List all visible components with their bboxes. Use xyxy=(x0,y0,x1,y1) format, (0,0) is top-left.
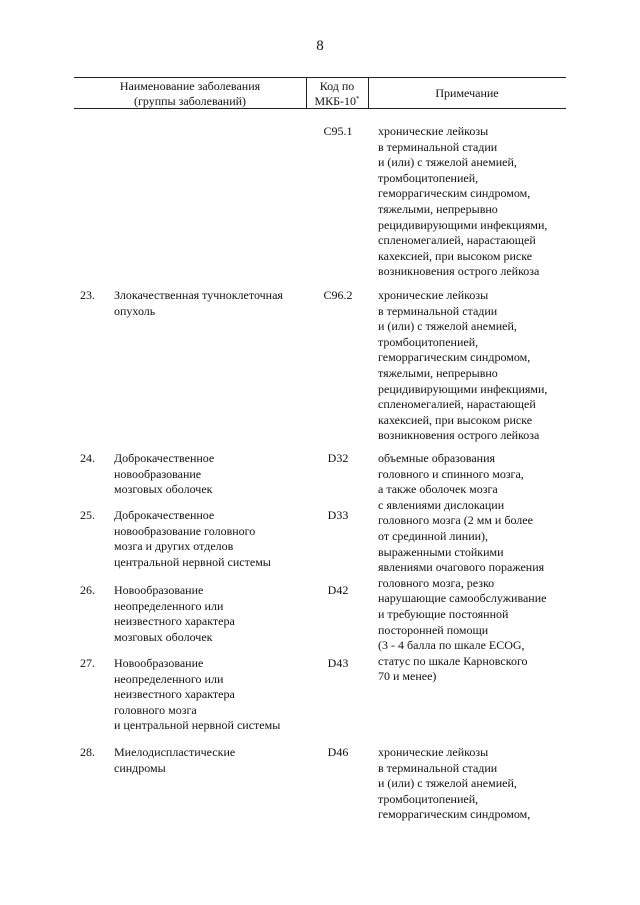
row-number: 28. xyxy=(80,745,95,759)
header-icd-code xyxy=(306,79,368,109)
row-disease-name: Новообразование неопределенного или неизвестного характера головного мозга и центральной нервной системы xyxy=(114,656,281,733)
header-disease-name-line1: Наименование заболевания xyxy=(119,79,261,93)
row-number: 25. xyxy=(80,508,95,522)
row-code: С95.1 xyxy=(323,124,353,138)
header-disease-name xyxy=(74,79,306,109)
row-disease-name: Новообразование неопределенного или неизвестного характера мозговых оболочек xyxy=(114,583,235,644)
header-icd-code-line1: Код по xyxy=(319,79,355,93)
row-note: хронические лейкозы в терминальной стадии и (или) с тяжелой анемией, тромбоцитопенией, геморрагическим синдромом, xyxy=(378,745,531,822)
row-disease-name: Злокачественная тучноклеточная опухоль xyxy=(114,288,283,318)
row-code: D33 xyxy=(327,508,349,522)
header-icd-code-label: МКБ-10 xyxy=(314,94,357,108)
shared-note: объемные образования головного и спинного мозга, а также оболочек мозга с явлениями дислокации головного мозга (2 мм и более от срединной линии), выраженными стойкими явлениями очагового поражения головного мозга, резко нарушающие самообслуживание и требующие постоянной посторонней помощи (3 - 4 балла по шкале ECOG, статус по шкале Карновского 70 и менее) xyxy=(378,451,547,684)
header-note: Примечание xyxy=(435,86,499,100)
row-number: 24. xyxy=(80,451,95,465)
row-disease-name: Доброкачественное новообразование мозговых оболочек xyxy=(114,451,215,497)
row-disease-name: Миелодиспластические синдромы xyxy=(114,745,236,775)
header-top-rule xyxy=(74,77,566,78)
row-number: 26. xyxy=(80,583,95,597)
row-note: хронические лейкозы в терминальной стадии и (или) с тяжелой анемией, тромбоцитопенией, геморрагическим синдромом, тяжелыми, непрерывно рецидивирующими инфекциями, спленомегалией, нарастающей кахексией, при высоком риске возникновения острого лейкоза xyxy=(378,288,548,443)
header-icd-footnote-mark: * xyxy=(356,95,360,103)
page-number: 8 xyxy=(316,38,324,54)
header-icd-code-line2 xyxy=(306,94,368,109)
row-code: D32 xyxy=(327,451,349,465)
row-number: 23. xyxy=(80,288,95,302)
row-code: D42 xyxy=(327,583,349,597)
row-code: D46 xyxy=(327,745,349,759)
header-disease-name-line2: (группы заболеваний) xyxy=(133,94,247,108)
row-code: С96.2 xyxy=(323,288,353,302)
row-number: 27. xyxy=(80,656,95,670)
row-disease-name: Доброкачественное новообразование головного мозга и других отделов центральной нервной системы xyxy=(114,508,271,569)
row-code: D43 xyxy=(327,656,349,670)
row-note: хронические лейкозы в терминальной стадии и (или) с тяжелой анемией, тромбоцитопенией, геморрагическим синдромом, тяжелыми, непрерывно рецидивирующими инфекциями, спленомегалией, нарастающей кахексией, при высоком риске возникновения острого лейкоза xyxy=(378,124,548,279)
